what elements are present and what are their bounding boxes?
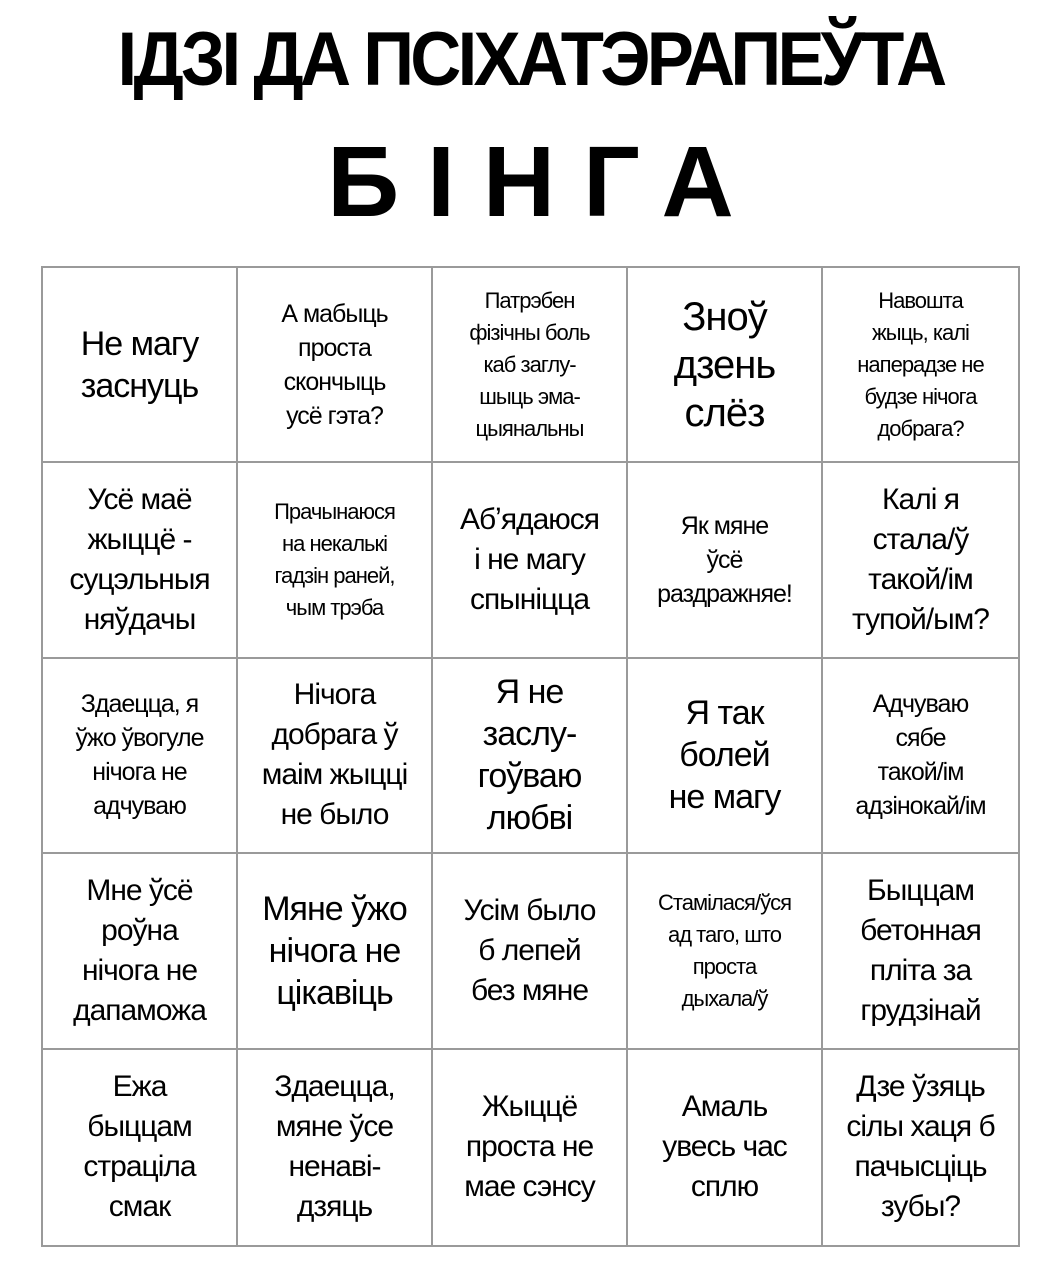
bingo-grid <box>41 266 1020 1247</box>
bingo-cell: А мабыць проста скончыць усё гэта? <box>238 268 433 463</box>
bingo-cell: Усё маё жыццё - суцэльныя няўдачы <box>43 463 238 658</box>
bingo-cell: Зноў дзень слёз <box>628 268 823 463</box>
bingo-cell: Мне ўсё роўна нічога не дапаможа <box>43 854 238 1049</box>
bingo-cell: Дзе ўзяць сілы хаця б пачысціць зубы? <box>846 1070 995 1224</box>
bingo-cell: Як мяне ўсё раздражняе! <box>628 463 823 658</box>
bingo-cell: Не магу заснуць <box>43 268 238 463</box>
bingo-cell: Здаецца, я ўжо ўвогуле нічога не адчуваю <box>43 659 238 854</box>
bingo-title: БІНГА <box>327 126 762 238</box>
bingo-cell: Я так болей не магу <box>628 659 823 854</box>
bingo-cell: Я не заслу- гоўваю любві <box>433 659 628 854</box>
bingo-cell: Быццам бетонная пліта за грудзінай <box>823 854 1018 1049</box>
bingo-cell: Калі я стала/ў такой/ім тупой/ым? <box>823 463 1018 658</box>
bingo-cell: Усім было б лепей без мяне <box>433 854 628 1049</box>
bingo-cell: Адчуваю сябе такой/ім адзінокай/ім <box>823 659 1018 854</box>
bingo-cell: Стамілася/ўся ад таго, што проста дыхала/ў <box>628 854 823 1049</box>
bingo-subtitle: ІДЗІ ДА ПСІХАТЭРАПЕЎТА <box>117 17 944 102</box>
bingo-cell: Ежа быццам страціла смак <box>43 1050 238 1245</box>
bingo-cell: Амаль увесь час сплю <box>628 1050 823 1245</box>
bingo-cell: Здаецца, мяне ўсе ненаві- дзяць <box>238 1050 433 1245</box>
bingo-cell: Нічога добрага ў маім жыцці не было <box>238 659 433 854</box>
bingo-cell: Навошта жыць, калі наперадзе не будзе нічога добрага? <box>823 268 1018 463</box>
bingo-cell: Патрэбен фізічны боль каб заглу- шыць эма- цыянальны <box>433 268 628 463</box>
bingo-cell: Жыццё проста не мае сэнсу <box>433 1050 628 1245</box>
bingo-cell: Мяне ўжо нічога не цікавіць <box>238 854 433 1049</box>
bingo-cell: Прачынаюся на некалькі гадзін раней, чым трэба <box>238 463 433 658</box>
bingo-cell: Абʼядаюся і не магу спыніцца <box>433 463 628 658</box>
